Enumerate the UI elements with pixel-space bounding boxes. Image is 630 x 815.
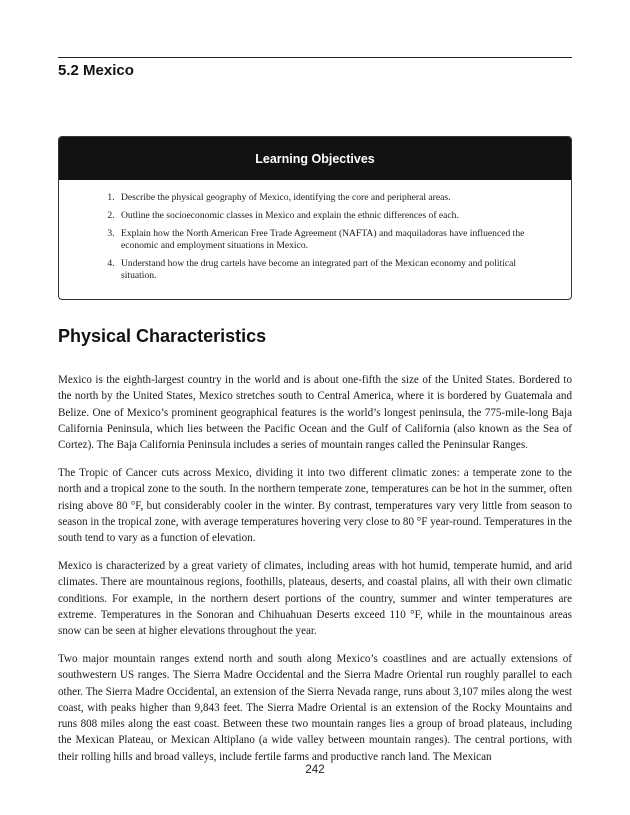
objective-item: 4. Understand how the drug cartels have become an integrated part of the Mexican economy and political situation.: [117, 258, 551, 282]
physical-characteristics-heading: Physical Characteristics: [58, 326, 267, 346]
objective-item: 3. Explain how the North American Free Trade Agreement (NAFTA) and maquiladoras have influenced the economic and employment situations in Mexico.: [117, 228, 551, 252]
body-text: [58, 372, 572, 777]
section-title: 5.2 Mexico: [58, 62, 134, 79]
paragraph: Mexico is characterized by a great variety of climates, including areas with hot humid, temperate humid, and arid climates. There are mountainous regions, foothills, plateaus, deserts, and coastal plains, all with their own climatic conditions. For example, in the northern desert portions of the country, summer and winter temperatures are extreme. Temperatures in the Sonoran and Chihuahuan Deserts exceed 110 °F, while in the mountainous areas snow can be seen at higher elevations throughout the year.: [58, 559, 572, 638]
learning-objectives-list: [59, 180, 571, 282]
page-number: 242: [305, 764, 325, 776]
paragraph: Mexico is the eighth-largest country in the world and is about one-fifth the size of the United States. Bordered to the north by the United States, Mexico stretches south to Central America, where it is bordered by Guatemala and Belize. One of Mexico’s prominent geographical features is the world’s longest peninsula, the 775-mile-long Baja California Peninsula, which lies between the Pacific Ocean and the Gulf of California (also known as the Sea of Cortez). The Baja California Peninsula includes a series of mountain ranges called the Peninsular Ranges.: [58, 374, 572, 452]
top-rule: [58, 57, 572, 58]
objective-item: 2. Outline the socioeconomic classes in Mexico and explain the ethnic differences of each.: [117, 210, 551, 222]
paragraph: Two major mountain ranges extend north and south along Mexico’s coastlines and are actually extensions of southwestern US ranges. The Sierra Madre Occidental and the Sierra Madre Oriental run roughly parallel to each other. The Sierra Madre Occidental, an extension of the Sierra Nevada range, runs about 3,107 miles along the west coast, with peaks higher than 9,843 feet. The Sierra Madre Oriental is an extension of the Rocky Mountains and runs 808 miles along the east coast. Between these two mountain ranges lies a group of broad plateaus, including the Mexican Plateau, or Mexican Altiplano (a wide valley between mountain ranges). The central portions, with their rolling hills and broad valleys, include fertile farms and productive ranch land. The Mexican: [58, 652, 572, 763]
learning-objectives-box: [58, 136, 572, 300]
learning-objectives-header: Learning Objectives: [59, 137, 571, 180]
paragraph: The Tropic of Cancer cuts across Mexico, dividing it into two different climatic zones: a temperate zone to the north and a tropical zone to the south. In the northern temperate zone, temperatures can be hot in the summer, often rising above 80 °F, but considerably cooler in the winter. By contrast, temperatures vary very little from season to season in the tropical zone, with average temperatures hovering very close to 80 °F year-round. Temperatures in the south tend to vary as a function of elevation.: [58, 466, 572, 545]
objective-item: 1. Describe the physical geography of Mexico, identifying the core and peripheral areas.: [117, 192, 551, 204]
